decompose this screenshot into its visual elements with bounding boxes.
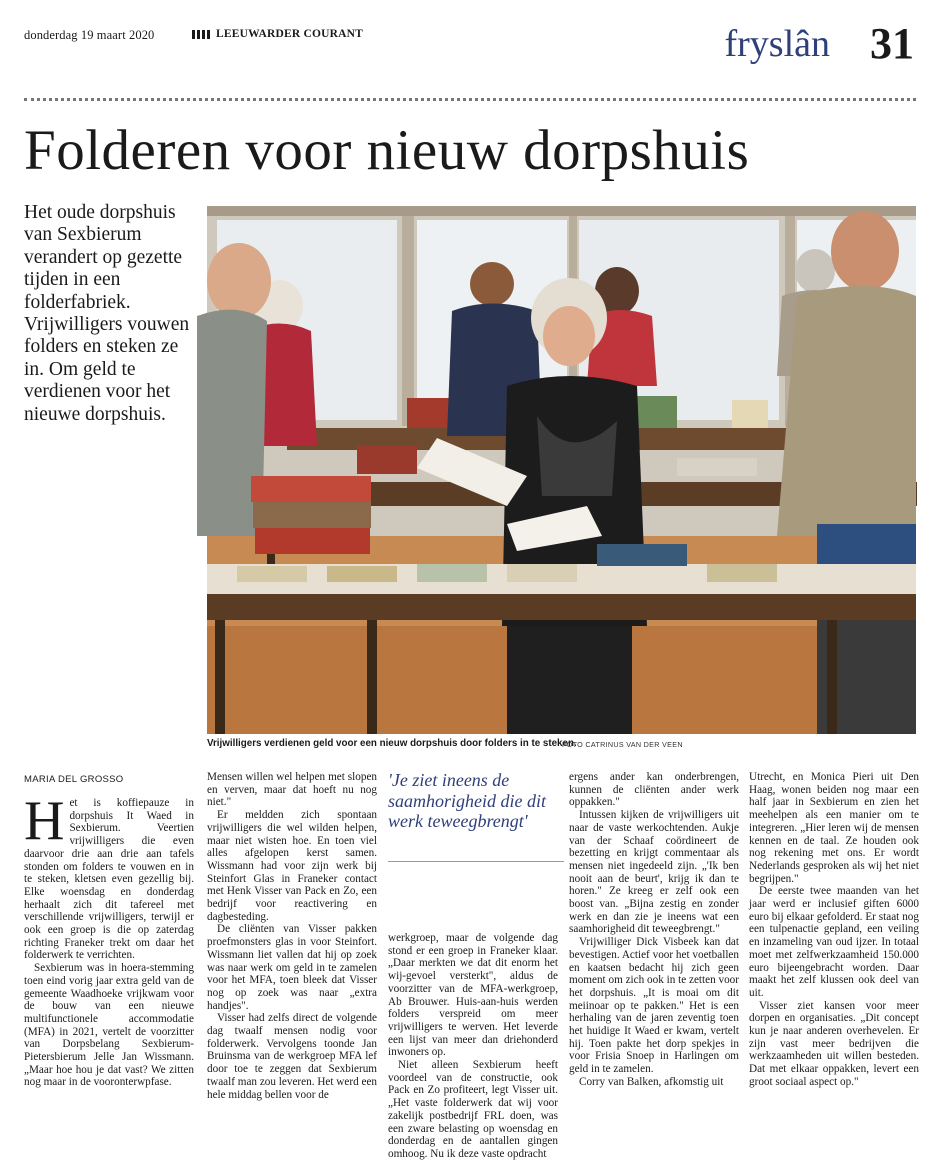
body-paragraph: Visser ziet kansen voor meer dorpen en organisaties. „Dit concept kun je naar anderen overhevelen. Er zijn vast meer bedrijven die werkzaamheden uit willen besteden. Dat met elkaar oppakken, levert een groot sociaal aspect op." [749, 999, 919, 1088]
body-paragraph: Corry van Balken, afkomstig uit [579, 1075, 724, 1088]
headline: Folderen voor nieuw dorpshuis [24, 119, 750, 182]
lead-paragraph: Het oude dorpshuis van Sexbierum verandert op gezette tijden in een folderfabriek. Vrijwilligers vouwen folders en steken ze in. Om geld te verdienen voor het nieuwe dorpshuis. [24, 202, 190, 425]
section-title: fryslân [724, 23, 830, 65]
issue-date: donderdag 19 maart 2020 [24, 28, 155, 42]
masthead [24, 19, 914, 76]
newspaper-name-text: LEEUWARDER COURANT [216, 28, 364, 40]
body-column-5 [749, 771, 919, 1089]
newspaper-logo-icon [192, 30, 212, 39]
article-photo [207, 206, 916, 734]
body-paragraph: De cliënten van Visser pakken proefmonsters glas in voor Steinfort. Wissmann liet vallen dat hij op zoek was naar werk om geld in te zamelen voor het MFA, toen bleek dat Visser nog op zoek was naar „extra handjes". [207, 923, 377, 1012]
body-column-3 [388, 932, 558, 1161]
body-paragraph: ergens ander kan onderbrengen, kunnen de cliënten ander werk oppakken." [569, 771, 739, 809]
page-number: 31 [870, 19, 914, 68]
body-paragraph: et is koffiepauze in dorpshuis It Waed in Sexbierum. Veertien vrijwilligers die even daarvoor drie aan drie aan tafels stonden om folders te vouwen en in te steken, kletsen even gezellig bij. Elke woensdag en donderdag herhaalt zich dit tafereel met verschillende vrijwilligers, terwijl er ook een groep is die op zaterdag richting Franeker trekt om daar het folderwerk te verrichten. [24, 797, 194, 962]
body-paragraph: Mensen willen wel helpen met slopen en verven, maar dat hoeft nu nog niet." [207, 771, 377, 809]
volunteers-folding-photo [207, 206, 916, 734]
body-column-2 [207, 771, 377, 1101]
body-column-4 [569, 771, 739, 1089]
pull-quote: 'Je ziet ineens de saamhorigheid die dit werk teweegbrengt' [388, 770, 546, 831]
body-column-1 [24, 790, 194, 1089]
header-divider [24, 98, 916, 101]
photo-credit: FOTO CATRINUS VAN DER VEEN [562, 740, 683, 749]
body-paragraph: Sexbierum was in hoera-stemming toen eind vorig jaar extra geld van de gemeente Waadhoeke vrijkwam voor de bouw van een nieuwe multifunctionele accommodatie (MFA) in 2021, vertelt de voorzitter van Dorpsbelang Sexbierum-Pietersbierum Jelle Jan Wissmann. „Maar hoe hou je dat vast? We zitten nog maar in de vooronterwpfase. [24, 962, 194, 1089]
body-paragraph: Visser had zelfs direct de volgende dag twaalf mensen nodig voor folderwerk. Vervolgens toonde Jan Bruinsma van de werkgroep MFA lef door toe te zeggen dat Sexbierum twaalf man zou leveren. Het werd een hele middag bellen voor de [207, 1012, 377, 1101]
byline: MARIA DEL GROSSO [24, 774, 124, 785]
pull-quote-rule [388, 861, 564, 862]
photo-caption: Vrijwilligers verdienen geld voor een nieuw dorpshuis door folders in te steken. [207, 738, 577, 749]
body-paragraph: Er meldden zich spontaan vrijwilligers die wel wilden helpen, maar niet wisten hoe. En toen viel alles afgelopen kerst samen. Wissmann had voor zijn werk bij Steinfort Glas in Franeker contact met Henk Visser van Pack en Zo, een bedrijf voor reactivering en dagbesteding. [207, 809, 377, 923]
body-paragraph: Niet alleen Sexbierum heeft voordeel van de constructie, ook Pack en Zo profiteert, legt Visser uit. „Het vaste folderwerk dat wij voor zakelijk postbedrijf FRL doen, was een zware belasting op woensdag en donderdag en de aantallen gingen omhoog. Nu ik deze vaste opdracht [388, 1059, 558, 1160]
body-paragraph: Intussen kijken de vrijwilligers uit naar de vaste werkochtenden. Aukje van der Schaaf coördineert de bezetting en krijgt commentaar als mensen niet ingedeeld zijn. „'Ik ben nooit aan de beurt', krijg ik dan te horen." Ze kreeg er zelf ook een boost van. „Bijna zestig en zonder werk en dan zie je ineens wat een saamhorigheid dit teweegbrengt." [569, 809, 739, 936]
body-paragraph: Utrecht, en Monica Pieri uit Den Haag, wonen beiden nog maar een half jaar in Sexbierum en zien het meehelpen als een manier om te integreren. „Hier leren wij de mensen kennen en de taal. Ze houden ook nog rekening met ons. Er wordt Nederlands gesproken als wij het niet begrijpen." [749, 771, 919, 885]
dropcap: H [24, 790, 65, 852]
body-paragraph: werkgroep, maar de volgende dag stond er een groep in Franeker klaar. „Daar merkten we dat dit enorm het wij-gevoel versterkt", aldus de voorzitter van de MFA-werkgroep, Ab Brouwer. Huis-aan-huis werden folders verspreid om meer vrijwilligers te werven. Het leverde een lijst van meer dan driehonderd inwoners op. [388, 932, 558, 1059]
body-paragraph: Vrijwilliger Dick Visbeek kan dat bevestigen. Actief voor het voetballen en kaatsen bedacht hij zich geen moment om zich ook in te zetten voor het dorpshuis. „It is moai om dit meiinoar op te pakken." Het is een herhaling van de jaren zeventig toen het huidige It Waed er kwam, vertelt hij. Toen pakte het dorp spekjes in voor Frisia Snoep in Harlingen om geld in te zamelen. [569, 936, 739, 1076]
newspaper-name [192, 28, 363, 40]
body-paragraph: De eerste twee maanden van het jaar werd er inclusief giften 6000 euro bij elkaar gefolderd. Er staat nog een tulpenactie gepland, een veiling en inzameling van oud ijzer. In totaal moet met zelfwerkzaamheid 150.000 euro bijeengebracht worden. Daar maakt het zelf klussen ook deel van uit. [749, 885, 919, 999]
